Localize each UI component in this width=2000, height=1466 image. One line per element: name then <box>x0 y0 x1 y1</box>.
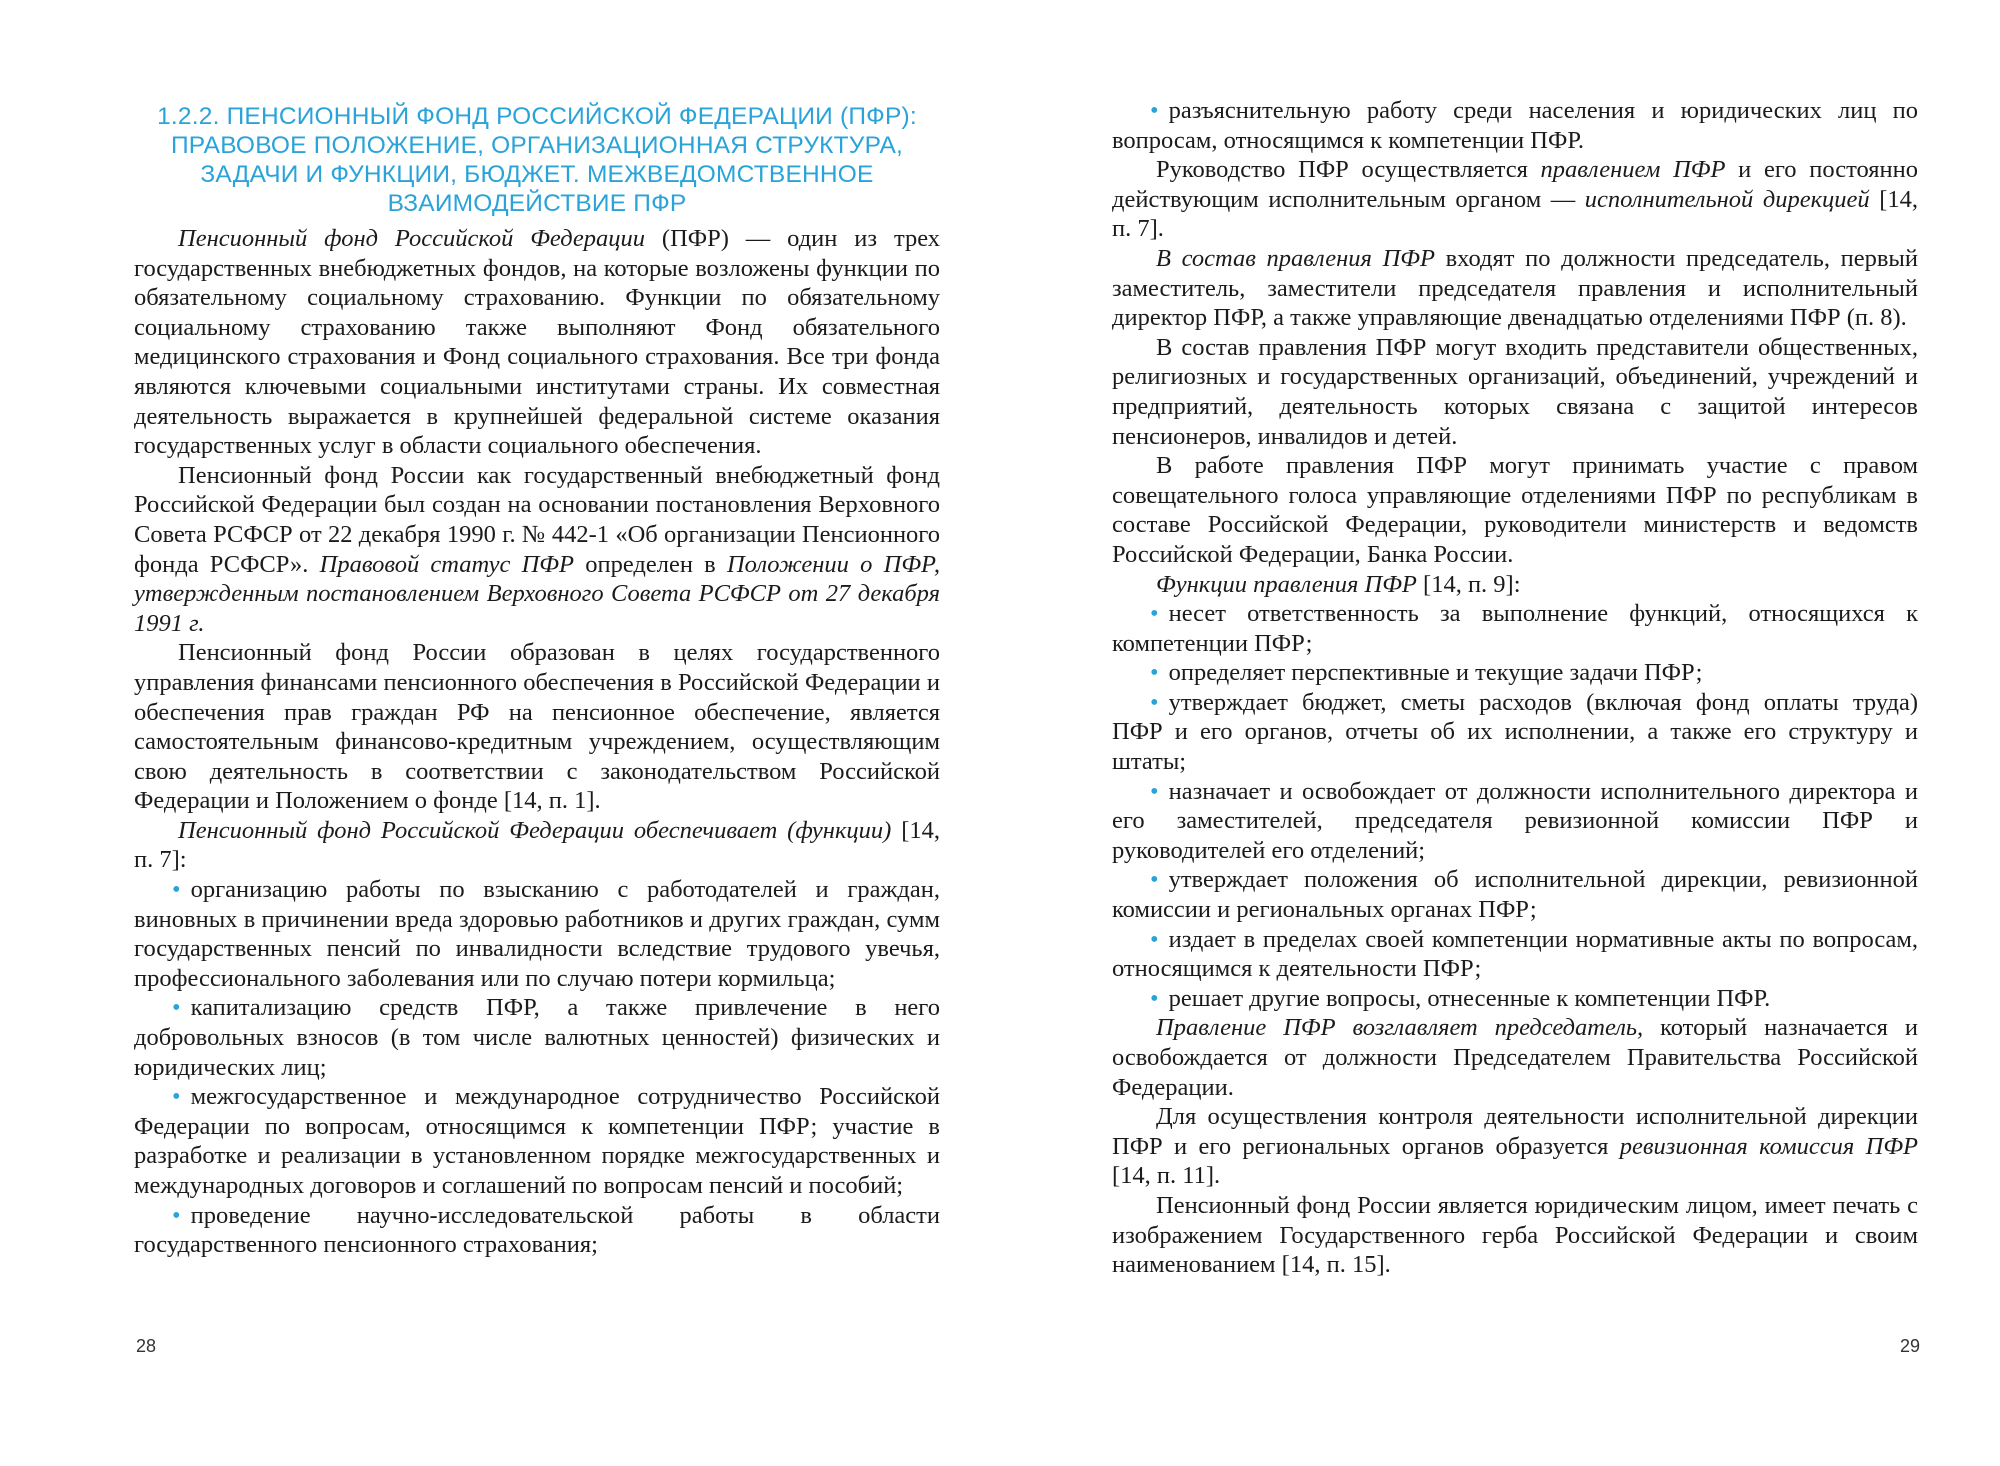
paragraph-intro <box>134 224 940 461</box>
bullet-icon: • <box>1150 659 1159 687</box>
paragraph-creation-text-b: определен в <box>573 550 727 578</box>
paragraph-board-representatives: В состав правления ПФР могут входить представители общественных, религиозных и государственных организаций, объединений, учреждений и предприятий, деятельность которых связана с защитой интересов пенсионеров, инвалидов и детей. <box>1112 333 1918 450</box>
bullet-icon: • <box>172 1201 181 1229</box>
paragraph-legal-entity: Пенсионный фонд России является юридическим лицом, имеет печать с изображением Государственного герба Российской Федерации и своим наименованием [14, п. 15]. <box>1112 1191 1918 1279</box>
bullet-icon: • <box>172 994 181 1022</box>
bullet-icon: • <box>1150 600 1159 628</box>
paragraph-intro-text: (ПФР) — один из трех государственных внебюджетных фондов, на которые возложены функции по обязательному социальному страхованию. Функции по обязательному социальному страхованию также выполняют Фонд обязательного медицинского страхования и Фонд социального страхования. Все три фонда являются ключевыми социальными институтами страны. Их совместная деятельность выражается в крупнейшей федеральной системе оказания государственных услуг в области социального обеспечения. <box>134 225 940 460</box>
page-number-left: 28 <box>136 1336 157 1356</box>
paragraph-creation-term: Правовой статус ПФР <box>319 550 574 578</box>
paragraph-board-functions-ref: [14, п. 9]: <box>1416 570 1521 598</box>
list-item <box>1112 865 1918 924</box>
list-item <box>134 993 940 1082</box>
paragraph-audit <box>1112 1102 1918 1191</box>
paragraph-creation-reference: Положении о ПФР, утвержденным постановлением Верховного Совета РСФСР от 27 декабря 1991 г. <box>134 550 940 637</box>
paragraph-audit-a: Для осуществления контроля деятельности исполнительной дирекции ПФР и его региональных органов образуется <box>1112 1103 1918 1160</box>
paragraph-chairman-term: Правление ПФР возглавляет председатель, <box>1156 1014 1644 1042</box>
paragraph-governance <box>1112 155 1918 244</box>
list-item-text: капитализацию средств ПФР, а также привлечение в него добровольных взносов (в том числе валютных ценностей) физических и юридических лиц; <box>134 994 940 1081</box>
paragraph-purpose: Пенсионный фонд России образован в целях государственного управления финансами пенсионного обеспечения в Российской Федерации и обеспечения прав граждан РФ на пенсионное обеспечение, является самостоятельным финансово-кредитным учреждением, осуществляющим свою деятельность в соответствии с законодательством Российской Федерации и Положением о фонде [14, п. 1]. <box>134 639 940 815</box>
bullet-icon: • <box>1150 925 1159 953</box>
list-item-text: проведение научно-исследовательской работы в области государственного пенсионного страхования; <box>134 1201 940 1259</box>
list-item <box>134 875 940 993</box>
list-item-text: решает другие вопросы, отнесенные к компетенции ПФР. <box>1168 984 1771 1012</box>
section-heading: 1.2.2. ПЕНСИОННЫЙ ФОНД РОССИЙСКОЙ ФЕДЕРАЦИИ (ПФР): ПРАВОВОЕ ПОЛОЖЕНИЕ, ОРГАНИЗАЦИОННАЯ СТРУКТУРА, ЗАДАЧИ И ФУНКЦИИ, БЮДЖЕТ. МЕЖВЕДОМСТВЕННОЕ ВЗАИМОДЕЙСТВИЕ ПФР <box>157 103 917 217</box>
paragraph-board-participation: В работе правления ПФР могут принимать участие с правом совещательного голоса управляющие отделениями ПФР по республикам в составе Российской Федерации, руководители министерств и ведомств Российской Федерации, Банка России. <box>1112 452 1918 568</box>
paragraph-board-functions-intro <box>1112 570 1918 600</box>
left-text-column <box>134 96 940 1260</box>
list-item <box>1112 688 1918 777</box>
right-page <box>1000 0 2000 1466</box>
paragraph-governance-c: [14, п. 7]. <box>1112 185 1918 243</box>
bullet-icon: • <box>1150 688 1159 716</box>
list-item <box>1112 984 1918 1014</box>
list-item <box>134 1201 940 1260</box>
paragraph-board-functions-term: Функции правления ПФР <box>1156 570 1417 598</box>
paragraph-chairman <box>1112 1013 1918 1102</box>
list-item-text: утверждает бюджет, сметы расходов (включая фонд оплаты труда) ПФР и его органов, отчеты об их исполнении, а также его структуру и штаты; <box>1112 688 1918 776</box>
paragraph-chairman-text: который назначается и освобождается от должности Председателем Правительства Российской Федерации. <box>1112 1014 1918 1101</box>
list-item-text: несет ответственность за выполнение функций, относящихся к компетенции ПФР; <box>1112 600 1918 657</box>
bullet-icon: • <box>172 876 181 904</box>
list-item <box>1112 777 1918 866</box>
list-item-text: издает в пределах своей компетенции нормативные акты по вопросам, относящимся к деятельности ПФР; <box>1112 925 1918 983</box>
paragraph-intro-term: Пенсионный фонд Российской Федерации <box>178 225 646 252</box>
paragraph-creation <box>134 461 940 639</box>
paragraph-governance-term-2: исполнительной дирекцией <box>1584 185 1870 213</box>
paragraph-board-term: В состав правления ПФР <box>1156 244 1435 272</box>
list-item-text: назначает и освобождает от должности исполнительного директора и его заместителей, председателя ревизионной комиссии ПФР и руководителей его отделений; <box>1112 777 1918 864</box>
list-item <box>1112 599 1918 658</box>
right-text-column <box>1112 96 1918 1280</box>
list-item-text: межгосударственное и международное сотрудничество Российской Федерации по вопросам, относящимся к компетенции ПФР; участие в разработке и реализации в установленном порядке межгосударственных и международных договоров и соглашений по вопросам пенсий и пособий; <box>134 1083 940 1199</box>
paragraph-audit-b: [14, п. 11]. <box>1112 1162 1221 1190</box>
bullet-icon: • <box>1150 866 1159 894</box>
list-item-text: утверждает положения об исполнительной дирекции, ревизионной комиссии и региональных органах ПФР; <box>1112 866 1918 924</box>
paragraph-governance-term-1: правлением ПФР <box>1540 156 1726 184</box>
list-item <box>1112 96 1918 155</box>
list-item <box>134 1082 940 1200</box>
list-item <box>1112 658 1918 688</box>
list-item-text: разъяснительную работу среди населения и юридических лиц по вопросам, относящимся к компетенции ПФР. <box>1112 97 1918 154</box>
paragraph-governance-b: и его постоянно действующим исполнительным органом — <box>1112 156 1918 213</box>
paragraph-functions-ref: [14, п. 7]: <box>134 816 940 874</box>
bullet-icon: • <box>1150 984 1159 1012</box>
paragraph-functions-intro <box>134 816 940 875</box>
list-item-text: организацию работы по взысканию с работодателей и граждан, виновных в причинении вреда здоровью работников и других граждан, сумм государственных пенсий по инвалидности вследствие трудового увечья, профессионального заболевания или по случаю потери кормильца; <box>134 876 940 992</box>
paragraph-audit-term: ревизионная комиссия ПФР <box>1619 1132 1918 1160</box>
paragraph-creation-text-a: Пенсионный фонд России как государственный внебюджетный фонд Российской Федерации был создан на основании постановления Верховного Совета РСФСР от 22 декабря 1990 г. № 442-1 «Об организации Пенсионного фонда РСФСР». <box>134 461 940 578</box>
list-item-text: определяет перспективные и текущие задачи ПФР; <box>1168 659 1703 687</box>
bullet-icon: • <box>1150 97 1159 124</box>
paragraph-governance-a: Руководство ПФР осуществляется <box>1156 156 1541 184</box>
paragraph-functions-term: Пенсионный фонд Российской Федерации обеспечивает (функции) <box>178 816 892 844</box>
paragraph-board-text: входят по должности председатель, первый заместитель, заместители председателя правления и исполнительный директор ПФР, а также управляющие двенадцатью отделениями ПФР (п. 8). <box>1112 244 1918 332</box>
bullet-icon: • <box>172 1083 181 1111</box>
list-item <box>1112 925 1918 984</box>
paragraph-board-composition <box>1112 244 1918 333</box>
page-number-right: 29 <box>1900 1336 1921 1356</box>
bullet-icon: • <box>1150 777 1159 805</box>
